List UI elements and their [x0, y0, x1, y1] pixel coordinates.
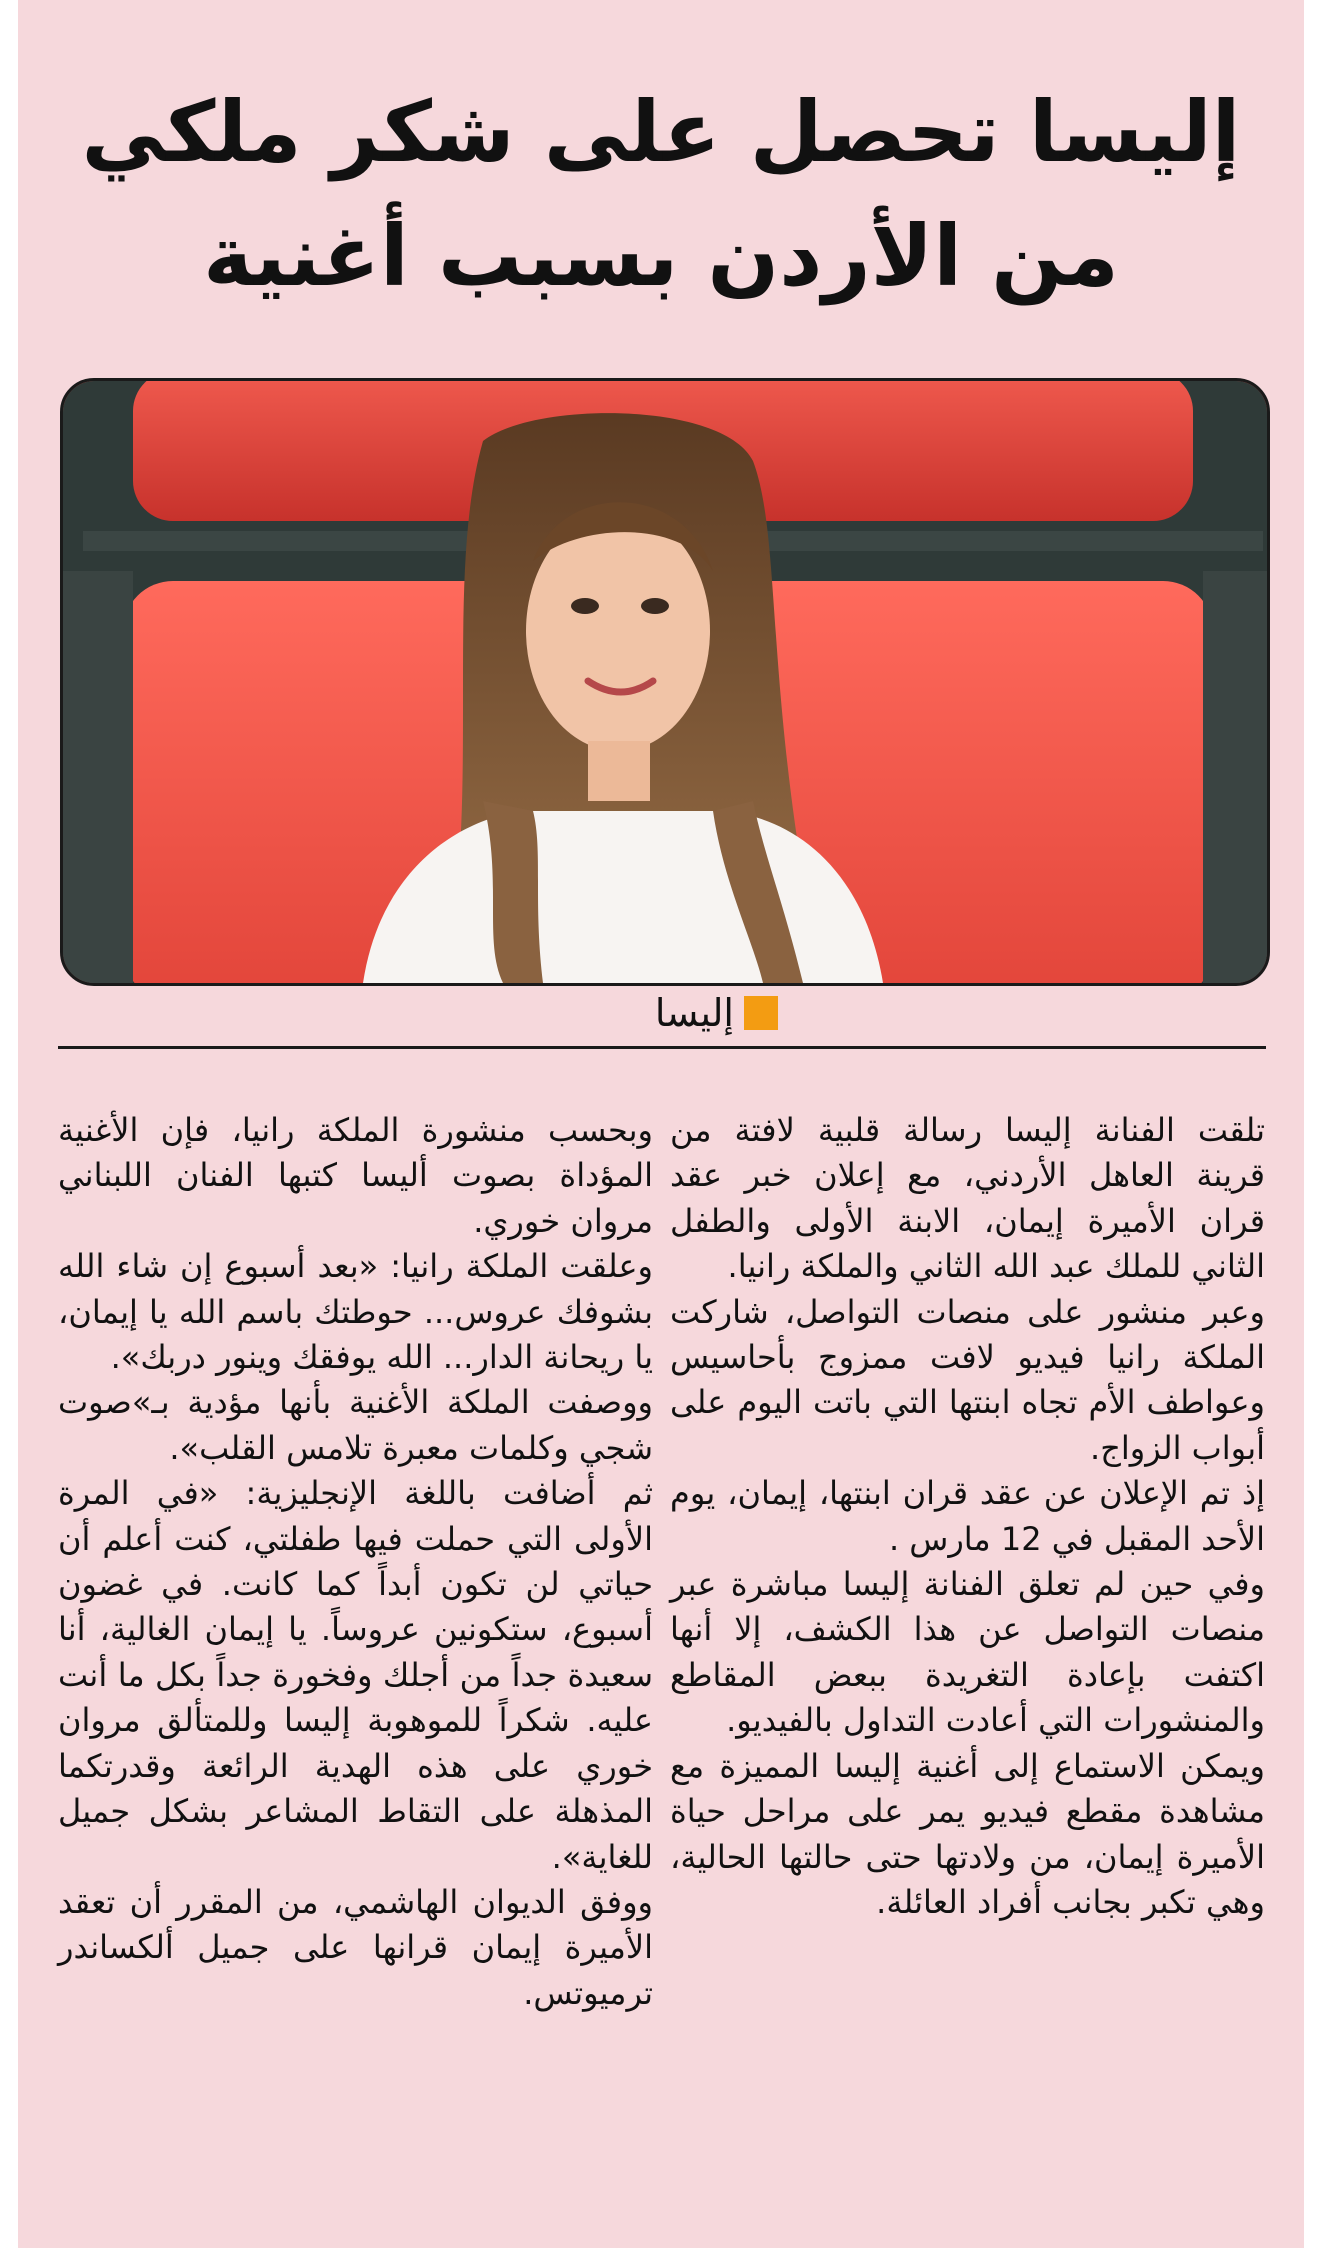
paragraph: وعبر منشور على منصات التواصل، شاركت الملكة رانيا فيديو لافت ممزوج بأحاسيس وعواطف الأم تجاه ابنتها التي باتت اليوم على أبواب الزواج. [670, 1292, 1265, 1467]
section-divider [58, 1046, 1266, 1049]
paragraph: وعلقت الملكة رانيا: «بعد أسبوع إن شاء الله بشوفك عروس... حوطتك باسم الله يا إيمان، يا ريحانة الدار... الله يوفقك وينور دربك». [58, 1247, 653, 1377]
headline-line-1: إليسا تحصل على شكر ملكي [81, 83, 1241, 181]
caption-text: إليسا [654, 991, 734, 1035]
article-column-right [670, 1108, 1265, 1925]
paragraph: وفي حين لم تعلق الفنانة إليسا مباشرة عبر منصات التواصل عن هذا الكشف، إلا أنها اكتفت بإعادة التغريدة ببعض المقاطع والمنشورات التي أعادت التداول بالفيديو. [670, 1565, 1265, 1740]
photo-caption [655, 988, 778, 1038]
paragraph: تلقت الفنانة إليسا رسالة قلبية لافتة من قرينة العاهل الأردني، مع إعلان خبر عقد قران الأميرة إيمان، الابنة الأولى والطفل الثاني للملك عبد الله الثاني والملكة رانيا. [670, 1111, 1265, 1286]
article-photo [60, 378, 1270, 986]
paragraph: ووفق الديوان الهاشمي، من المقرر أن تعقد الأميرة إيمان قرانها على جميل ألكساندر ترميوتس. [58, 1882, 653, 2012]
paragraph: ووصفت الملكة الأغنية بأنها مؤدية بـ»صوت شجي وكلمات معبرة تلامس القلب». [58, 1383, 653, 1467]
paragraph: وبحسب منشورة الملكة رانيا، فإن الأغنية المؤداة بصوت أليسا كتبها الفنان اللبناني مروان خوري. [58, 1111, 653, 1240]
headline-line-2: من الأردن بسبب أغنية [203, 207, 1119, 305]
newspaper-page [18, 0, 1304, 2248]
paragraph: إذ تم الإعلان عن عقد قران ابنتها، إيمان، يوم الأحد المقبل في 12 مارس . [670, 1474, 1265, 1558]
paragraph: ثم أضافت باللغة الإنجليزية: «في المرة الأولى التي حملت فيها طفلتي، كنت أعلم أن حياتي لن تكون أبداً كما كانت. في غضون أسبوع، ستكونين عروساً. يا إيمان الغالية، أنا سعيدة جداً من أجلك وفخورة جداً بكل ما أنت عليه. شكراً للموهوبة إليسا وللمتألق مروان خوري على هذه الهدية الرائعة وقدرتكما المذهلة على التقاط المشاعر بشكل جميل للغاية». [58, 1474, 653, 1876]
article-column-left [58, 1108, 653, 2016]
portrait-illustration [63, 381, 1267, 983]
paragraph: ويمكن الاستماع إلى أغنية إليسا المميزة مع مشاهدة مقطع فيديو يمر على مراحل حياة الأميرة إيمان، من ولادتها حتى حالتها الحالية، وهي تكبر بجانب أفراد العائلة. [670, 1746, 1265, 1921]
caption-square-icon [744, 996, 778, 1030]
article-headline [18, 70, 1304, 318]
